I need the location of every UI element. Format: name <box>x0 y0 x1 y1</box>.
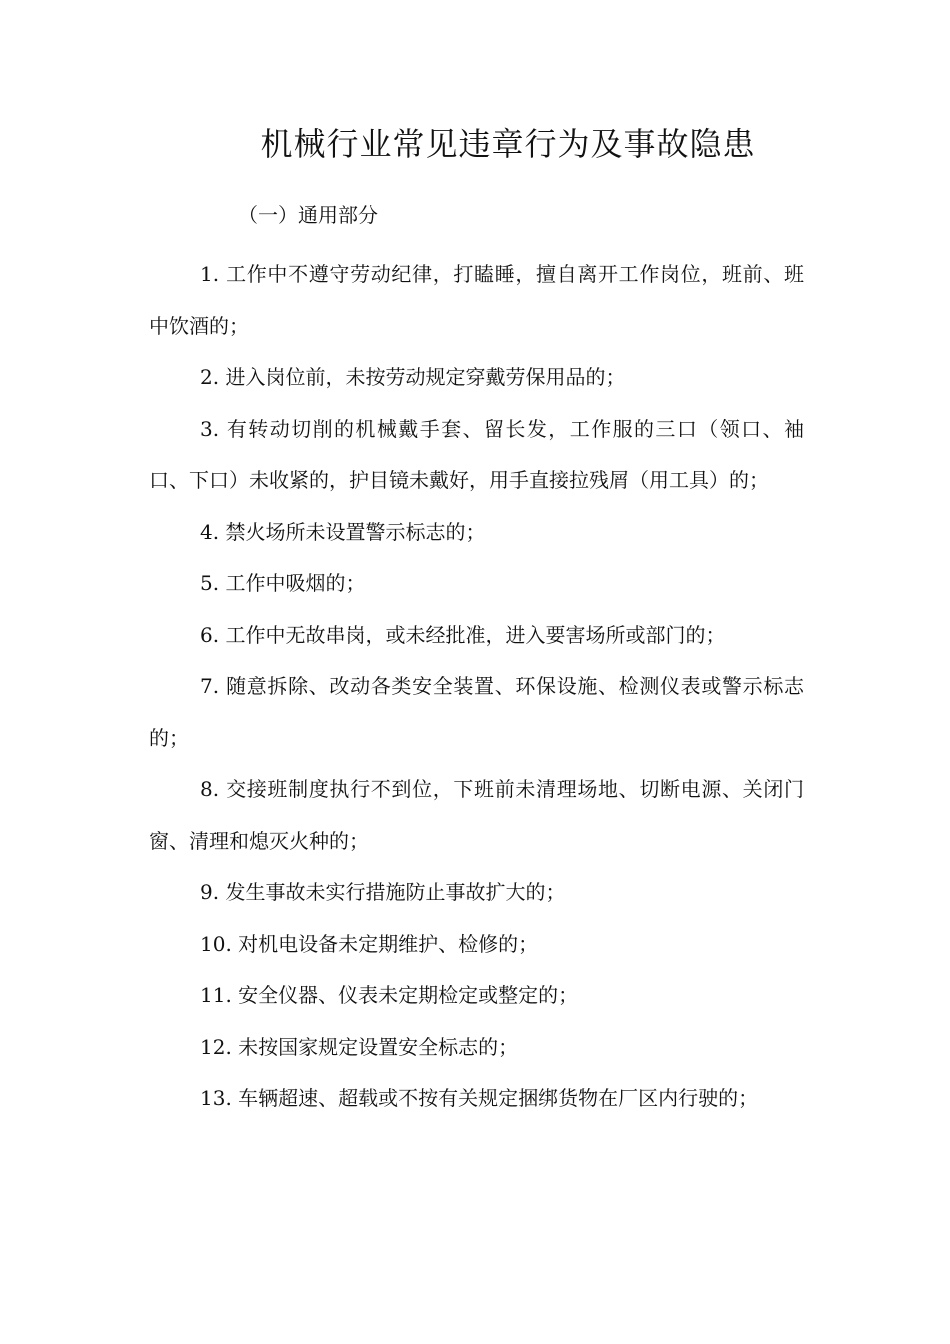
document-title: 机械行业常见违章行为及事故隐患 <box>260 125 756 163</box>
list-item: 2. 进入岗位前，未按劳动规定穿戴劳保用品的； <box>200 365 626 389</box>
list-item: 3. 有转动切削的机械戴手套、留长发，工作服的三口（领口、袖口、下口）未收紧的，护目镜未戴好，用手直接拉残屑（用工具）的； <box>149 416 804 492</box>
list-item: 7. 随意拆除、改动各类安全装置、环保设施、检测仪表或警示标志的； <box>149 674 804 750</box>
rule-list <box>149 249 804 1125</box>
list-item: 4. 禁火场所未设置警示标志的； <box>200 519 486 544</box>
list-item: 8. 交接班制度执行不到位，下班前未清理场地、切断电源、关闭门窗、清理和熄灭火种的； <box>149 777 804 853</box>
section-heading: （一）通用部分 <box>238 203 378 227</box>
list-item: 6. 工作中无故串岗，或未经批准，进入要害场所或部门的； <box>200 622 726 647</box>
list-item: 5. 工作中吸烟的； <box>200 571 366 595</box>
list-item: 9. 发生事故未实行措施防止事故扩大的； <box>200 880 566 904</box>
list-item: 12. 未按国家规定设置安全标志的； <box>200 1034 519 1059</box>
list-item: 1. 工作中不遵守劳动纪律，打瞌睡，擅自离开工作岗位，班前、班中饮酒的； <box>149 262 804 338</box>
list-item: 13. 车辆超速、超载或不按有关规定捆绑货物在厂区内行驶的； <box>200 1086 759 1110</box>
list-item: 11. 安全仪器、仪表未定期检定或整定的； <box>200 983 579 1007</box>
list-item: 10. 对机电设备未定期维护、检修的； <box>200 931 539 956</box>
